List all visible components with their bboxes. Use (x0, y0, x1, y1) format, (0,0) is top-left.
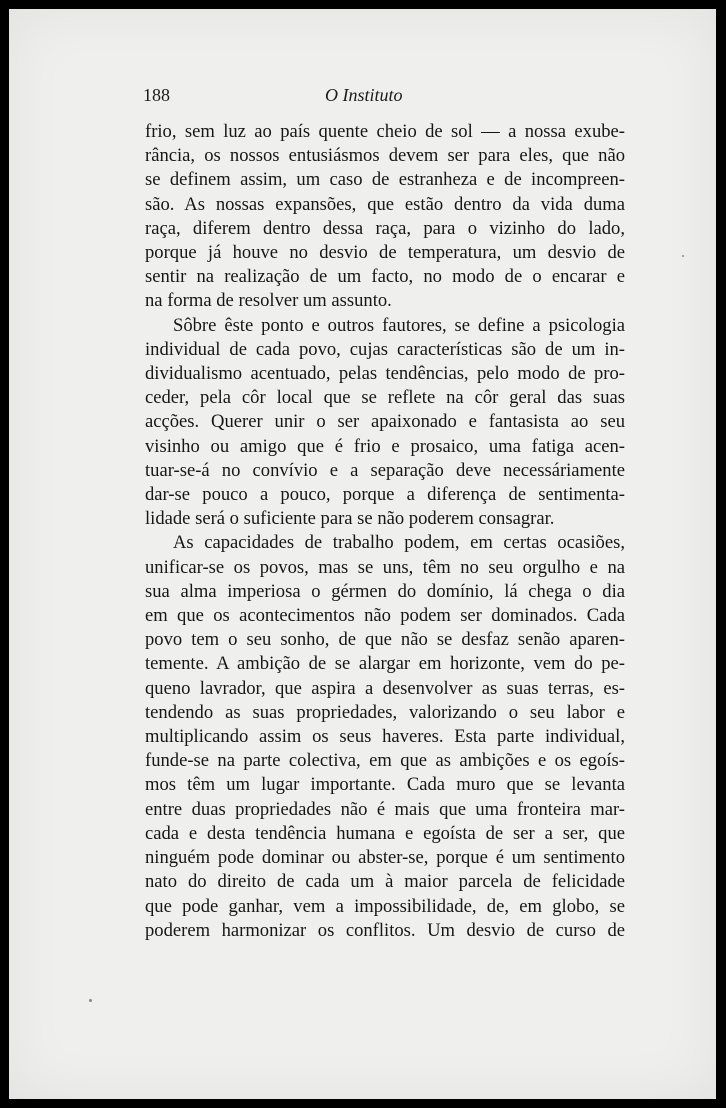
text-line: em que os acontecimentos não podem ser dominados. Cada (145, 605, 625, 627)
text-line: visinho ou amigo que é frio e prosaico, uma fatiga acen- (145, 435, 625, 457)
text-line: ninguém pode dominar ou abster-se, porque é um sentimento (145, 847, 625, 869)
text-line: cada e desta tendência humana e egoísta de ser a ser, que (145, 822, 625, 844)
text-line: temente. A ambição de se alargar em horizonte, vem do pe- (145, 653, 625, 675)
text-line: se definem assim, um caso de estranheza e de incompreen- (145, 169, 625, 191)
text-line: lidade será o suficiente para se não poderem consagrar. (145, 508, 555, 530)
paper-speck (89, 999, 92, 1002)
text-line: dividualismo acentuado, pelas tendências, pelo modo de pro- (145, 363, 625, 385)
text-line: rância, os nossos entusiásmos devem ser para eles, que não (145, 145, 625, 167)
text-line: tuar-se-á no convívio e a separação deve necessáriamente (145, 459, 625, 481)
text-line: queno lavrador, que aspira a desenvolver as suas terras, es- (145, 677, 625, 699)
text-line: acções. Querer unir o ser apaixonado e fantasista ao seu (145, 411, 625, 433)
text-line: porque já houve no desvio de temperatura, um desvio de (145, 242, 625, 264)
text-line: frio, sem luz ao país quente cheio de sol — a nossa exube- (145, 121, 625, 142)
book-page (9, 9, 716, 1099)
text-line: poderem harmonizar os conflitos. Um desvio de curso de (145, 919, 625, 941)
page-header (9, 85, 716, 111)
text-line: As capacidades de trabalho podem, em certas ocasiões, (173, 532, 625, 554)
body-text (145, 120, 625, 943)
text-line: são. As nossas expansões, que estão dentro da vida duma (145, 193, 625, 215)
text-line: ceder, pela côr local que se reflete na côr geral das suas (145, 387, 625, 409)
text-line: unificar-se os povos, mas se uns, têm no seu orgulho e na (145, 556, 625, 578)
text-line: funde-se na parte colectiva, em que as ambições e os egoís- (145, 750, 625, 772)
text-line: sentir na realização de um facto, no modo de o encarar e (145, 266, 625, 288)
text-line: raça, diferem dentro dessa raça, para o vizinho do lado, (145, 217, 625, 239)
text-line: mos têm um lugar importante. Cada muro que se levanta (145, 774, 625, 796)
text-line: multiplicando assim os seus haveres. Esta parte individual, (145, 726, 625, 748)
paper-speck (682, 255, 684, 257)
text-line: na forma de resolver um assunto. (145, 290, 392, 312)
page-number: 188 (143, 85, 170, 105)
text-line: nato do direito de cada um à maior parcela de felicidade (145, 871, 625, 893)
text-line: Sôbre êste ponto e outros fautores, se define a psicologia (173, 314, 625, 336)
running-title: O Instituto (325, 85, 403, 105)
text-line: sua alma imperiosa o gérmen do domínio, lá chega o dia (145, 580, 625, 602)
text-line: individual de cada povo, cujas características são de um in- (145, 338, 625, 360)
text-line: que pode ganhar, vem a impossibilidade, de, em globo, se (145, 895, 625, 917)
text-line: entre duas propriedades não é mais que uma fronteira mar- (145, 798, 625, 820)
text-line: dar-se pouco a pouco, porque a diferença de sentimenta- (145, 484, 625, 506)
text-line: povo tem o seu sonho, de que não se desfaz senão aparen- (145, 629, 625, 651)
text-line: tendendo as suas propriedades, valorizando o seu labor e (145, 701, 625, 723)
